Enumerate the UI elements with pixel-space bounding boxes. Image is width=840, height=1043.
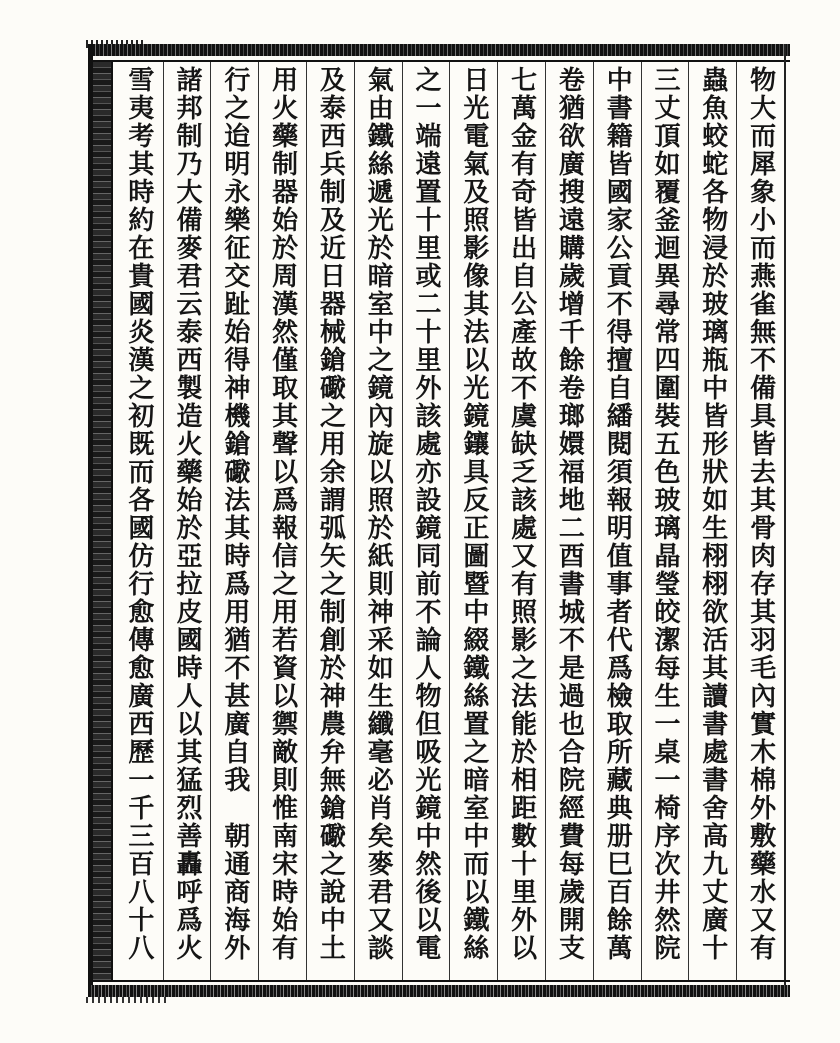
- column-text: 用火藥制器始於周漢然僅取其聲以爲報信之用若資以禦敵則惟南宋時始有: [267, 66, 298, 962]
- column-text: 及泰西兵制及近日器械鎗礮之用余謂弧矢之制創於神農弁無鎗礮之說中土: [315, 66, 346, 962]
- column-text: 物大而犀象小而燕雀無不備具皆去其骨肉存其羽毛內實木棉外敷藥水又有: [745, 66, 776, 962]
- text-column: [497, 62, 545, 980]
- text-column: [354, 62, 402, 980]
- page-edge-texture: [86, 997, 166, 1003]
- text-column: [641, 62, 689, 980]
- column-text: 日光電氣及照影像其法以光鏡鑲具反正圖暨中綴鐵絲置之暗室中而以鐵絲: [458, 66, 489, 962]
- column-text: 之一端遠置十里或二十里外該處亦設鏡同前不論人物但吸光鏡中然後以電: [411, 66, 442, 962]
- text-column: [593, 62, 641, 980]
- column-text: 中書籍皆國家公貢不得擅自繙閱須報明值事者代爲檢取所藏典册巳百餘萬: [602, 66, 633, 962]
- column-text: 七萬金有奇皆出自公產故不虞缺乏該處又有照影之法能於相距數十里外以: [506, 66, 537, 962]
- column-text: 諸邦制乃大備麥君云泰西製造火藥始於亞拉皮國時人以其猛烈善轟呼爲火: [172, 66, 203, 962]
- column-text: 卷猶欲廣搜遠購歲增千餘卷瑯嬛福地二酉書城不是過也合院經費每歲開支: [554, 66, 585, 962]
- text-column: [449, 62, 497, 980]
- text-column: [306, 62, 354, 980]
- text-column: [402, 62, 450, 980]
- bottom-border: [88, 985, 790, 997]
- binding-gutter: [93, 62, 111, 980]
- text-column: [736, 62, 784, 980]
- right-border: [784, 44, 786, 997]
- text-column: [115, 62, 163, 980]
- column-text: 三丈頂如覆釜迴異尋常四圍裝五色玻璃晶瑩皎潔每生一桌一椅序次井然院: [650, 66, 680, 962]
- column-text: 氣由鐵絲遞光於暗室中之鏡內旋以照於紙則神采如生纖毫必肖矣麥君又談: [363, 66, 394, 962]
- text-column: [163, 62, 211, 980]
- text-column: [688, 62, 736, 980]
- top-border: [88, 44, 790, 56]
- bottom-rule: [88, 980, 790, 982]
- text-column: [258, 62, 306, 980]
- column-text: 雪夷考其時約在貴國炎漢之初既而各國仿行愈傳愈廣西歷一千三百八十八: [123, 66, 154, 962]
- text-column: [545, 62, 593, 980]
- column-text: 蟲魚蛟蛇各物浸於玻璃瓶中皆形狀如生栩栩欲活其讀書處書舍高九丈廣十: [697, 66, 728, 962]
- text-columns: [115, 62, 784, 980]
- gutter-rule: [111, 62, 113, 980]
- column-text: 行之迨明永樂征交趾始得神機鎗礮法其時爲用猶不甚廣自我 朝通商海外: [219, 66, 250, 962]
- text-column: [210, 62, 258, 980]
